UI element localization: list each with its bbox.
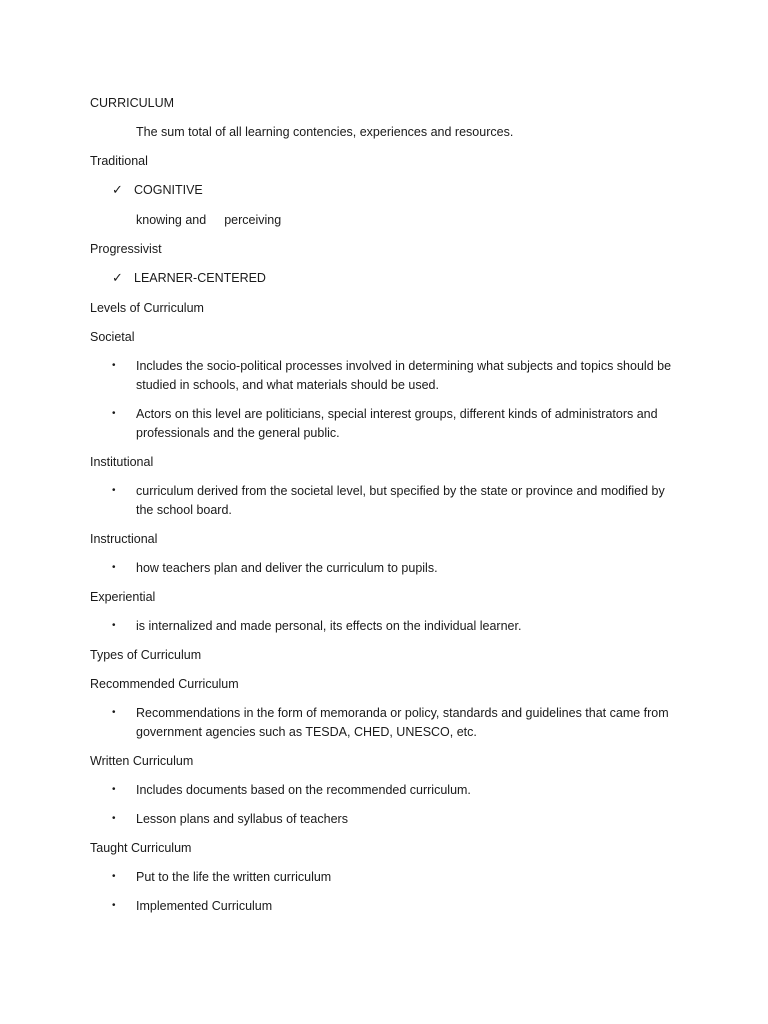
list-item-text: is internalized and made personal, its effects on the individual learner. — [136, 619, 522, 633]
list-item-text: Includes documents based on the recommended curriculum. — [136, 783, 471, 797]
subheading-institutional: Institutional — [90, 455, 154, 469]
list-item — [90, 868, 678, 887]
subheading-societal: Societal — [90, 330, 135, 344]
list-item — [90, 617, 678, 636]
bullet-icon: • — [112, 784, 116, 795]
list-item — [90, 704, 678, 742]
subheading-taught: Taught Curriculum — [90, 841, 192, 855]
bullet-icon: • — [112, 485, 116, 496]
list-item-text: Put to the life the written curriculum — [136, 870, 332, 884]
subheading-instructional: Instructional — [90, 532, 158, 546]
checkmark-icon: ✓ — [112, 270, 123, 285]
bullet-icon: • — [112, 707, 116, 718]
bullet-icon: • — [112, 813, 116, 824]
bullet-icon: • — [112, 408, 116, 419]
subheading-written: Written Curriculum — [90, 754, 194, 768]
section-heading-progressivist: Progressivist — [90, 242, 162, 256]
subheading-experiential: Experiential — [90, 590, 156, 604]
list-item-text: Lesson plans and syllabus of teachers — [136, 812, 348, 826]
check-item-learner-centered — [90, 269, 678, 288]
list-item-text: curriculum derived from the societal level, but specified by the state or province and modified by the school board. — [136, 484, 665, 517]
subtext-part-a: knowing and — [136, 213, 207, 227]
list-item-text: Includes the socio-political processes involved in determining what subjects and topics should be studied in schools, and what materials should be used. — [136, 359, 672, 392]
bullet-icon: • — [112, 562, 116, 573]
check-item-label: COGNITIVE — [134, 183, 203, 197]
section-heading-types: Types of Curriculum — [90, 648, 202, 662]
list-item — [90, 559, 678, 578]
list-item — [90, 405, 678, 443]
list-item — [90, 482, 678, 520]
bullet-icon: • — [112, 620, 116, 631]
traditional-subtext — [136, 211, 678, 229]
check-item-label: LEARNER-CENTERED — [134, 271, 266, 285]
list-item-text: Recommendations in the form of memoranda or policy, standards and guidelines that came from government agencies such as TESDA, CHED, UNESCO, etc. — [136, 706, 669, 739]
section-heading-levels: Levels of Curriculum — [90, 301, 204, 315]
subtext-part-b: perceiving — [224, 213, 282, 227]
list-item — [90, 810, 678, 829]
section-heading-traditional: Traditional — [90, 154, 148, 168]
check-item-cognitive — [90, 181, 678, 200]
list-item — [90, 357, 678, 395]
list-item-text: how teachers plan and deliver the curriculum to pupils. — [136, 561, 438, 575]
list-item — [90, 781, 678, 800]
list-item-text: Actors on this level are politicians, special interest groups, different kinds of administrators and professionals and the general public. — [136, 407, 658, 440]
document-title: CURRICULUM — [90, 96, 175, 110]
checkmark-icon: ✓ — [112, 182, 123, 197]
list-item-text: Implemented Curriculum — [136, 899, 273, 913]
bullet-icon: • — [112, 871, 116, 882]
list-item — [90, 897, 678, 916]
bullet-icon: • — [112, 900, 116, 911]
definition-text: The sum total of all learning contencies, experiences and resources. — [136, 125, 514, 139]
subheading-recommended: Recommended Curriculum — [90, 677, 239, 691]
bullet-icon: • — [112, 360, 116, 371]
